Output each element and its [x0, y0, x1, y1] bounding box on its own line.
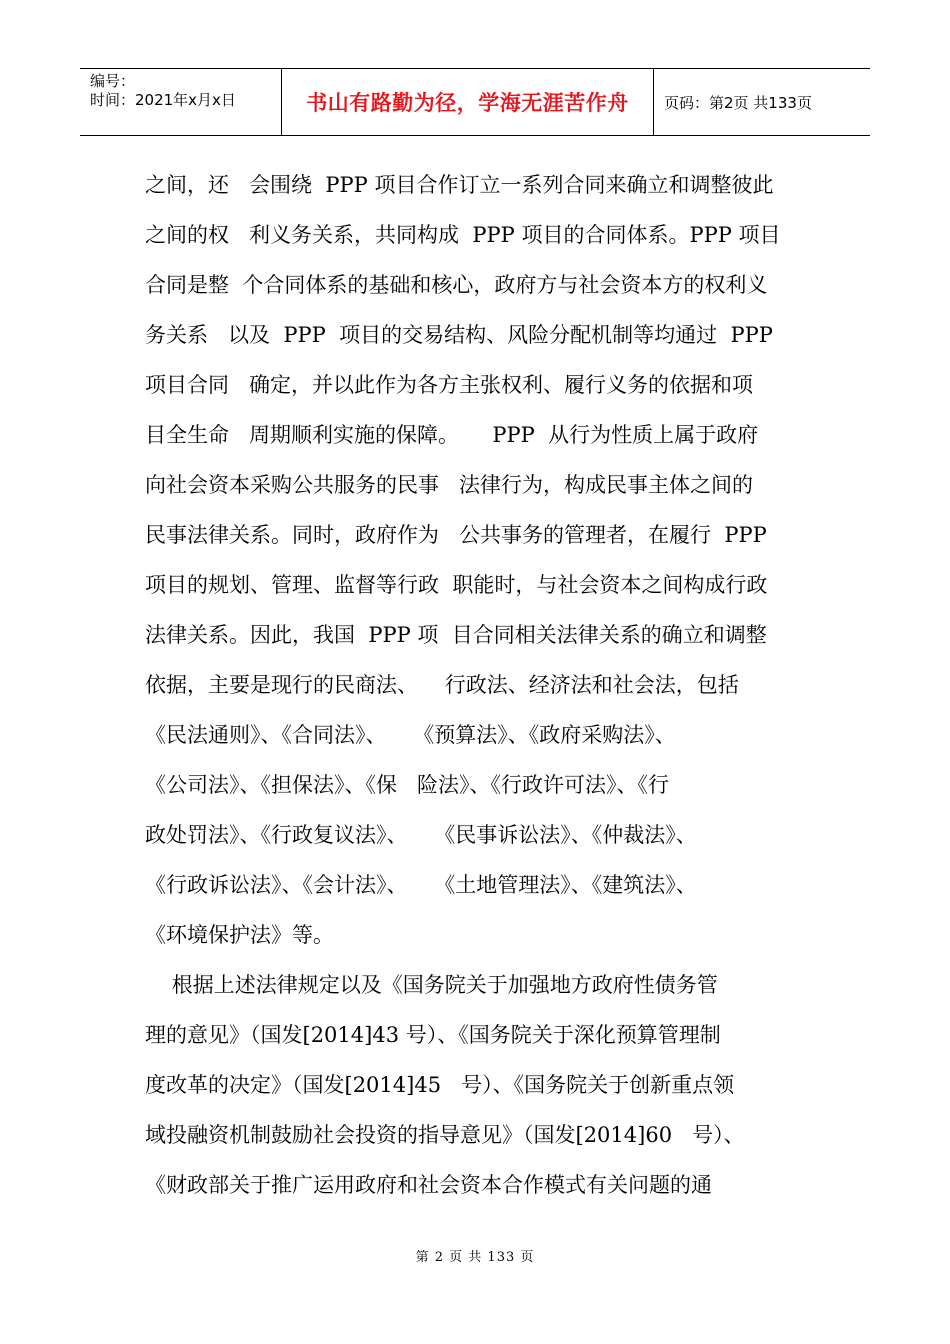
date-label: 时间：2021年x月x日 [90, 91, 236, 109]
body-text-line: 项目合同 确定，并以此作为各方主张权利、履行义务的依据和项 [145, 373, 754, 397]
document-body [145, 160, 825, 1210]
body-text-line: 《民法通则》、《合同法》、 《预算法》、《政府采购法》、 [145, 723, 676, 747]
body-text-line: 务关系 以及 PPP 项目的交易结构、风险分配机制等均通过 PPP [145, 323, 773, 347]
body-text-line: 政处罚法》、《行政复议法》、 《民事诉讼法》、《仲裁法》、 [145, 823, 697, 847]
header-meta-cell [80, 69, 282, 135]
body-text-line: 法律关系。因此，我国 PPP 项 目合同相关法律关系的确立和调整 [145, 623, 767, 647]
body-text-line: 民事法律关系。同时，政府作为 公共事务的管理者，在履行 PPP [145, 523, 767, 547]
header-page-number: 页码：第2页 共133页 [664, 93, 812, 112]
body-text-line: 《公司法》、《担保法》、《保 险法》、《行政许可法》、《行 [145, 773, 670, 797]
serial-number-label: 编号： [90, 72, 136, 90]
body-text-line: 理的意见》（国发[2014]43 号）、《国务院关于深化预算管理制 [145, 1023, 721, 1047]
body-text-line: 《行政诉讼法》、《会计法》、 《土地管理法》、《建筑法》、 [145, 873, 697, 897]
header-motto: 书山有路勤为径，学海无涯苦作舟 [282, 69, 654, 135]
body-text-line: 向社会资本采购公共服务的民事 法律行为，构成民事主体之间的 [145, 473, 754, 497]
body-text-line: 《财政部关于推广运用政府和社会资本合作模式有关问题的通 [145, 1173, 712, 1197]
body-text-line: 项目的规划、管理、监督等行政 职能时，与社会资本之间构成行政 [145, 573, 768, 597]
body-text-line: 度改革的决定》（国发[2014]45 号）、《国务院关于创新重点领 [145, 1073, 735, 1097]
body-text-line: 域投融资机制鼓励社会投资的指导意见》（国发[2014]60 号）、 [145, 1123, 745, 1147]
body-text-line: 之间，还 会围绕 PPP 项目合作订立一系列合同来确立和调整彼此 [145, 173, 774, 197]
body-text-line: 目全生命 周期顺利实施的保障。 PPP 从行为性质上属于政府 [145, 423, 759, 447]
body-text-line: 之间的权 利义务关系，共同构成 PPP 项目的合同体系。PPP 项目 [145, 223, 781, 247]
body-text-line: 《环境保护法》等。 [145, 923, 334, 947]
body-text-line: 依据，主要是现行的民商法、 行政法、经济法和社会法，包括 [145, 673, 739, 697]
page-footer: 第 2 页 共 133 页 [415, 1250, 535, 1265]
body-text-line: 合同是整 个合同体系的基础和核心，政府方与社会资本方的权利义 [145, 273, 768, 297]
body-text-line: 根据上述法律规定以及《国务院关于加强地方政府性债务管 [145, 973, 718, 997]
document-header [80, 68, 870, 136]
